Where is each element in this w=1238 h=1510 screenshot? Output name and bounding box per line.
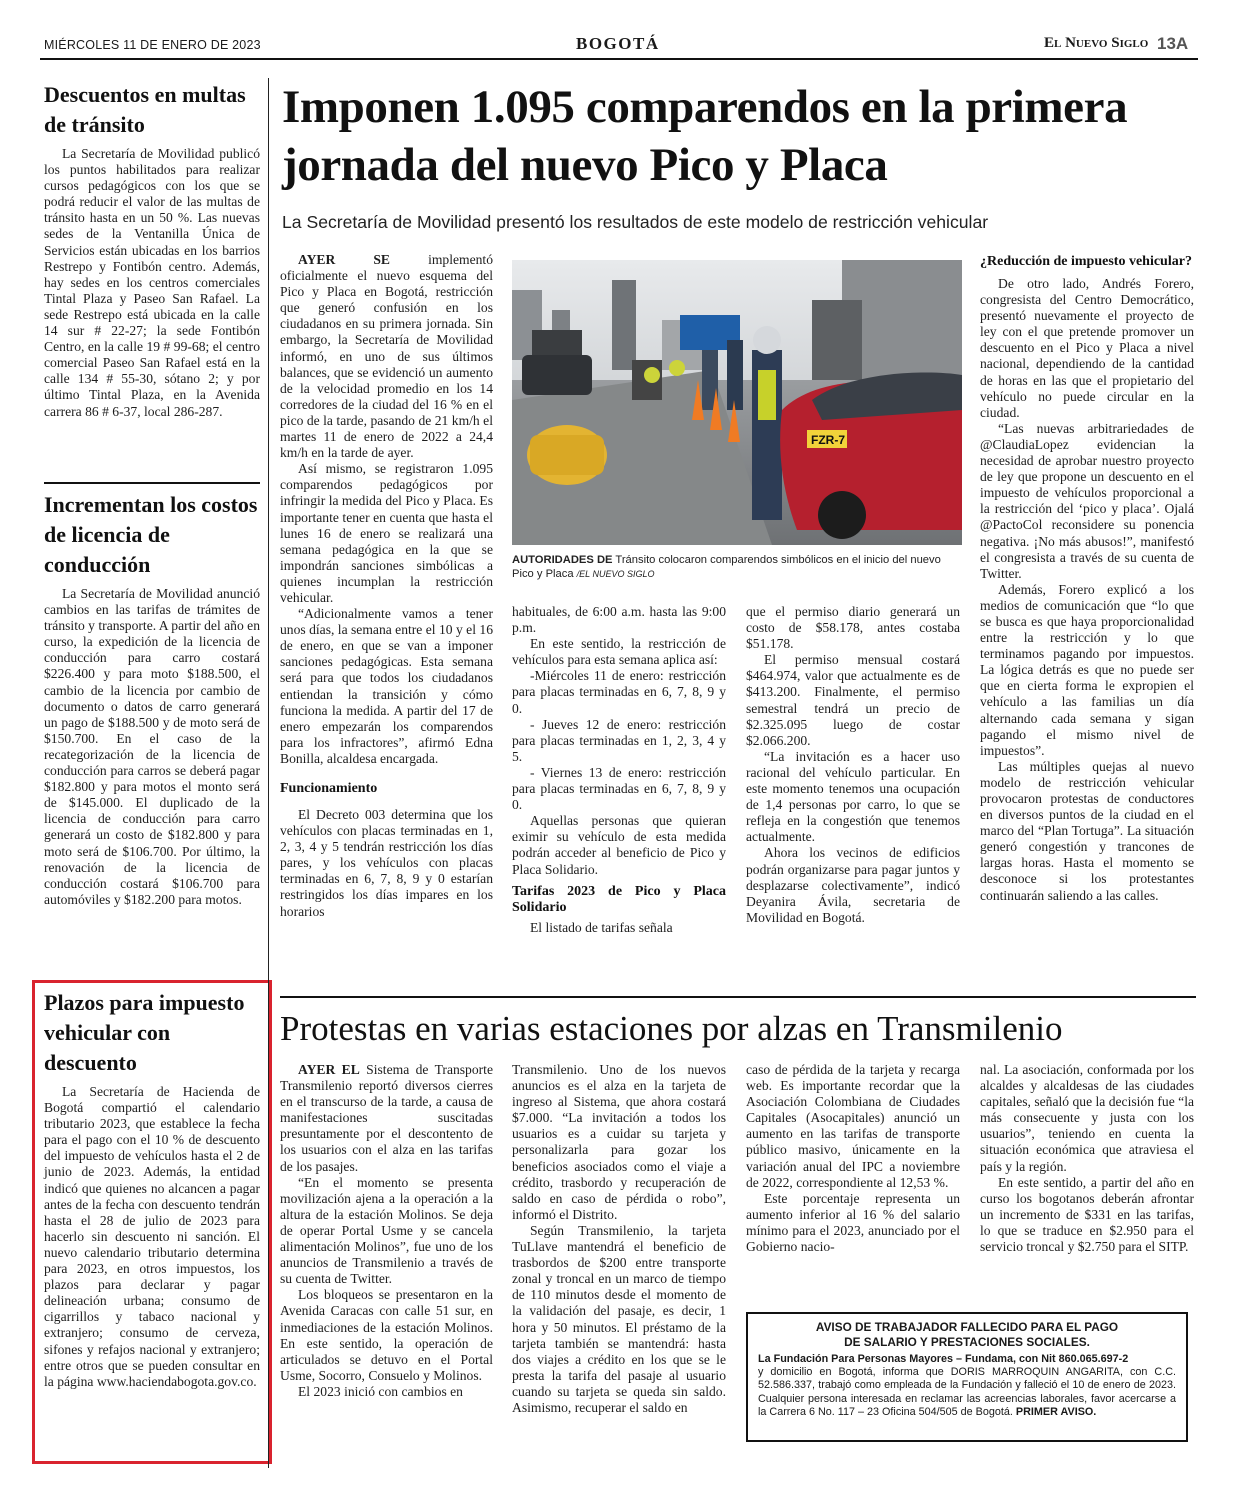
paragraph: - Jueves 12 de enero: restricción para placas terminadas en 1, 2, 3, 4 y 5. [512,716,726,764]
paragraph: Este porcentaje representa un aumento inferior al 16 % del salario mínimo para el 2023, anunciado por el Gobierno nacio- [746,1190,960,1255]
lead-in: AYER SE [298,252,390,267]
paragraph-text: Sistema de Transporte Transmilenio reportó diversos cierres en el transcurso de la tarde, a causa de manifestaciones suscitadas presuntamente por el descontento de los usuarios con el alza en las tarifas de los pasajes. [280,1062,493,1174]
main-col-4 [980,254,1194,904]
notice-title [758,1320,1176,1350]
brief-paragraph: La Secretaría de Hacienda de Bogotá compartió el calendario tributario 2023, que establece la fecha para el pago con el 10 % de descuento del impuesto de vehículos hasta el 2 de junio de 2023. Además, la entidad indicó que quienes no alcancen a pagar antes de la fecha con descuento tendrán hasta el 28 de julio de 2023 para hacerlo sin descuento ni sanción. El nuevo calendario tributario determina para 2023, en otros impuestos, los plazos para declarar y pagar delineación urbana; consumo de cigarrillos y tabaco nacional y extranjero; consumo de cerveza, sifones y refajos nacional y extranjero; entre otros que se pueden consultar en la página www.haciendabogota.gov.co. [44,1084,260,1389]
caption-lead: AUTORIDADES DE [512,554,613,566]
paragraph: Ahora los vecinos de edificios podrán organizarse para pagar juntos y desplazarse colectivamente”, indicó Deyanira Ávila, secretaria de Movilidad en Bogotá. [746,845,960,925]
section-name: BOGOTÁ [576,34,660,53]
paragraph: Los bloqueos se presentaron en la Avenida Caracas con calle 51 sur, en inmediaciones de la estación Molinos. En este sentido, la operación de articulados se detuvo en el Portal Usme, Socorro, Consuelo y Molinos. [280,1287,493,1383]
paragraph: Las múltiples quejas al nuevo modelo de restricción vehicular provocaron protestas de conductores en diversos puntos de la ciudad en el marco del “Plan Tortuga”. La situación generó congestión y trancones de largas horas. Hasta el momento se desconoce si los protestantes continuarán saliendo a las calles. [980,758,1194,903]
paragraph: Transmilenio. Uno de los nuevos anuncios es el alza en la tarjeta de ingreso al Sistema, que ahora costará $7.000. “La invitación a todos los usuarios es a cuidar su tarjeta y personalizarla para gozar los beneficios asociados como el viaje a crédito, trasbordo y recuperación de saldo en caso de pérdida o robo”, informó el Distrito. [512,1062,726,1222]
page-number: 13A [1157,34,1189,53]
brief-body [44,586,260,908]
paragraph: El Decreto 003 determina que los vehículos con placas terminadas en 1, 2, 3, 4 y 5 tendrán restricción los días pares, y los vehículos con placas terminadas en 6, 7, 8, 9 y 0 estarían restringidos los días impares en los horarios [280,807,493,919]
page-date: MIÉRCOLES 11 DE ENERO DE 2023 [44,38,261,52]
lead-in: AYER EL [298,1062,360,1077]
caption-text: Tránsito colocaron comparendos simbólicos en el inicio del nuevo Pico y Placa [512,554,941,580]
brief-paragraph: La Secretaría de Movilidad anunció cambios en las tarifas de trámites de tránsito y transporte. A partir del año en curso, la expedición de la licencia de conducción para carro costará $226.400 y para moto $188.500, el cambio de la licencia por cambio de documento o datos de carro generará un pago de $188.500 y de moto será de $150.700. En el caso de la recategorización de la licencia de conducción para carros se deberá pagar $182.800 y para motos el monto será de $145.000. El duplicado de la licencia de conducción para carro generará un costo de $182.800 y para moto será de $106.700. Por último, la renovación de la licencia de conducción costará $106.700 para automóviles y $182.200 para motos. [44,586,260,907]
brief-title: Plazos para impuesto vehicular con descuento [44,990,245,1075]
second-col-4 [980,1062,1194,1255]
paragraph-text: implementó oficialmente el nuevo esquema del Pico y Placa en Bogotá, restricción que generó confusión en los ciudadanos en su primera jornada. Sin embargo, la Secretaría de Movilidad informó, en uno de sus últimos balances, que se evidenció un aumento de la velocidad promedio en los 14 corredores de la ciudad del 16 % en el pico de la tarde, pasando de 21 km/h el martes 11 de enero de 2022 a 24,4 km/h en la tarde de ayer. [280,252,493,461]
death-notice [746,1312,1188,1442]
paragraph: En este sentido, la restricción de vehículos para esta semana aplica así: [512,636,726,668]
notice-title-line: DE SALARIO Y PRESTACIONES SOCIALES. [844,1335,1090,1349]
traffic-photo [512,260,962,545]
paragraph: -Miércoles 11 de enero: restricción para placas terminadas en 6, 7, 8, 9 y 0. [512,668,726,716]
paragraph: que el permiso diario generará un costo de $58.178, antes costaba $51.178. [746,604,960,652]
paper-name [1044,35,1148,52]
notice-title-line: AVISO DE TRABAJADOR FALLECIDO PARA EL PAGO [815,1320,1119,1334]
paper-title: El Nuevo Siglo [1044,35,1149,51]
paragraph: habituales, de 6:00 a.m. hasta las 9:00 p.m. [512,604,726,636]
paragraph: El 2023 inició con cambios en [298,1383,463,1399]
photo-caption [512,553,962,581]
paragraph: En este sentido, a partir del año en curso los bogotanos deberán afrontar un incremento de $331 en las tarifas, lo que se traduce en $2.950 para el servicio troncal y $2.750 para el SITP. [980,1174,1194,1255]
paragraph: “Las nuevas arbitrariedades de @ClaudiaLopez evidencian la necesidad de aprobar nuestro proyecto de ley que propone un descuento en el impuesto de vehículos proporcional a la restricción del ‘pico y placa’. Ojalá @PactoCol reconsidere su ponencia negativa. ¡No más abusos!”, manifestó el congresista a través de su cuenta de Twitter. [980,420,1194,581]
paragraph [280,252,493,461]
news-photo [512,260,962,545]
brief-body [44,1084,260,1390]
brief-impuesto [44,988,260,1390]
brief-licencia [44,490,260,908]
story-separator [280,996,1196,998]
subhead-reduccion: ¿Reducción de impuesto vehicular? [980,254,1192,269]
notice-end: PRIMER AVISO. [1015,1405,1097,1418]
header-rule [40,58,1198,60]
sidebar-divider [268,78,269,1468]
paragraph: caso de pérdida de la tarjeta y recarga web. Es importante recordar que la Asociación Colombiana de Ciudades Capitales (Asocapitales) anunció un aumento en las tarifas de transporte público masivo, únicamente en la variación anual del IPC a noviembre de 2022, correspondiente al 12,53 %. [746,1062,960,1190]
paragraph: El permiso mensual costará $464.974, valor que actualmente es de $413.200. Finalmente, el permiso semestral tendrá un precio de $2.325.095 luego de costar $2.066.200. [746,652,960,748]
paragraph: De otro lado, Andrés Forero, congresista del Centro Democrático, presentó nuevamente el proyecto de ley con el que pretende promover un descuento en el Pico y Placa a nivel nacional, dependiendo de la cantidad de horas en las que el propietario del vehículo no puede circular en la ciudad. [980,276,1194,420]
sidebar-rule-1 [44,482,260,484]
brief-paragraph: La Secretaría de Movilidad publicó los puntos habilitados para realizar cursos pedagógicos con los que se podrá reducir el valor de las multas de tránsito hasta en un 50 %. Las nuevas sedes de la Ventanilla Única de Servicios están ubicadas en los barrios Restrepo y Fontibón centro. Además, hay sedes en los centros comerciales Tintal Plaza y Paseo San Rafael. La sede Restrepo está ubicada en la calle 14 sur # 22-27; la sede Fontibón Centro, en la calle 19 # 99-68; el centro comercial Paseo San Rafael está en la calle 134 # 55-30, sótano 2; y por último Tintal Plaza, en la Avenida carrera 86 # 6-37, local 286-287. [44,146,260,419]
photo-credit: /EL NUEVO SIGLO [576,569,655,579]
sidebar [44,80,260,420]
notice-text: y domicilio en Bogotá, informa que DORIS MARROQUIN ANGARITA, con C.C. 52.586.337, trabajó como empleada de la Fundación y falleció el 10 de enero de 2023. Cualquier persona interesada en reclamar las acreencias laborales, favor acercarse a la Carrera 6 No. 117 – 23 Oficina 504/505 de Bogotá. [758,1366,1176,1418]
paragraph: “La invitación es a hacer uso racional del vehículo particular. En este momento tenemos una ocupación de 1,4 personas por carro, lo que se refleja en la congestión que tenemos actualmente. [746,748,960,845]
paragraph: - Viernes 13 de enero: restricción para placas terminadas en 6, 7, 8, 9 y 0. [512,764,726,813]
second-headline: Protestas en varias estaciones por alzas en Transmilenio [280,1009,1063,1048]
notice-first-line: La Fundación Para Personas Mayores – Fundama, con Nit 860.065.697-2 [758,1353,1129,1365]
second-col-2 [512,1062,726,1416]
paragraph: Aquellas personas que quieran eximir su vehículo de esta medida podrán acceder al beneficio de Pico y Placa Solidario. [512,813,726,877]
subhead-funcionamiento: Funcionamiento [280,781,378,796]
paragraph: Según Transmilenio, la tarjeta TuLlave mantendrá el beneficio de trasbordos de $200 entre transporte zonal y troncal en un marco de tiempo de 110 minutos desde el momento de la validación del pasaje, es decir, 1 hora y 50 minutos. El préstamo de la tarjeta también se mantendrá: hasta dos viajes a crédito en los que se le presta la tarifa del pasaje al usuario cuando su tarjeta se queda sin saldo. Asimismo, recuperar el saldo en [512,1222,726,1415]
paragraph: Además, Forero explicó a los medios de comunicación que “lo que se busca es que haya proporcionalidad entre la restricción y lo que terminamos pagando por impuestos. La lógica detrás es que no puede ser que en cierta forma le expropien el vehículo a las familias un día alternando cada semana y sigan pagando el mismo nivel de impuestos”. [980,581,1194,758]
main-deck: La Secretaría de Movilidad presentó los resultados de este modelo de restricción vehicular [282,212,989,232]
brief-body [44,146,260,420]
second-col-3 [746,1062,960,1255]
notice-body [758,1353,1176,1419]
main-col-3 [746,604,960,926]
paragraph: El listado de tarifas señala [530,919,673,935]
subhead-tarifas: Tarifas 2023 de Pico y Placa Solidario [512,883,726,915]
main-col-2 [512,604,726,936]
plate-text: FZR-7 [811,433,845,447]
brief-title: Incrementan los costos de licencia de conducción [44,492,258,577]
brief-title: Descuentos en multas de tránsito [44,82,246,137]
paragraph: “Adicionalmente vamos a tener unos días, la semana entre el 10 y el 16 de enero, en que se van a imponer sanciones pedagógicas. Esta semana será para que todos los ciudadanos entiendan la transición y cómo funciona la medida. A partir del 17 de enero empezarán los comparendos para los infractores”, afirmó Edna Bonilla, alcaldesa encargada. [280,606,493,766]
paragraph: Así mismo, se registraron 1.095 comparendos pedagógicos por infringir la medida del Pico y Placa. Es importante tener en cuenta que hasta el lunes 16 de enero se realizará una semana pedagógica en la que se impondrán sanciones simbólicas a quienes incumplan la restricción vehicular. [280,461,493,605]
brief-descuentos [44,80,260,420]
main-col-1 [280,252,493,920]
paragraph [280,1062,493,1175]
paragraph: nal. La asociación, conformada por los alcaldes y alcaldesas de las ciudades capitales, señaló que la decisión fue “la más consecuente y justa con los usuarios”, teniendo en cuenta la situación económica que atraviesa el país y la región. [980,1062,1195,1174]
main-headline: Imponen 1.095 comparendos en la primera jornada del nuevo Pico y Placa [282,81,1128,191]
second-col-1 [280,1062,493,1400]
paragraph: “En el momento se presenta movilización ajena a la operación a la altura de la estación Molinos. Se deja de operar Portal Usme y se cancela alimentación Molinos”, fue uno de los anuncios de Transmilenio a través de su cuenta de Twitter. [280,1174,493,1287]
